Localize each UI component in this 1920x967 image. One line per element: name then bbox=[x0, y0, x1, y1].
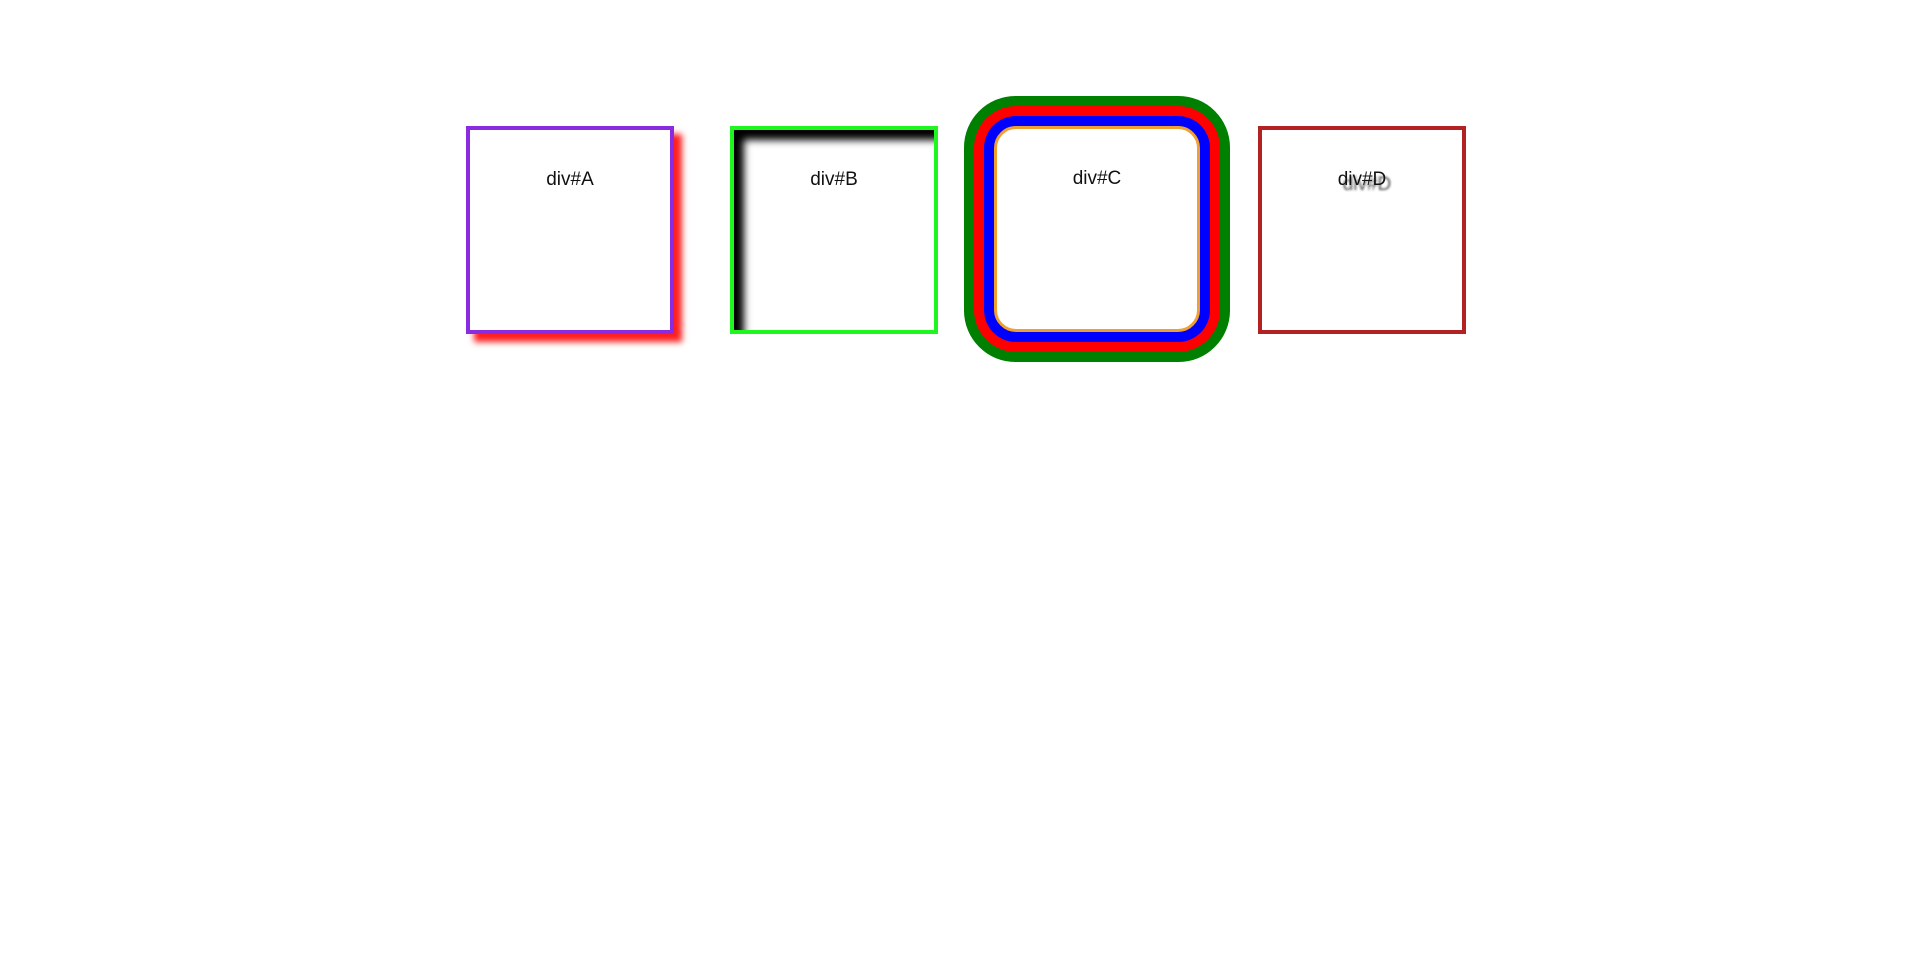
div-b-label: div#B bbox=[810, 169, 858, 190]
div-c-box bbox=[994, 126, 1200, 332]
div-a-label: div#A bbox=[546, 169, 594, 190]
div-d-label: div#D bbox=[1337, 169, 1387, 190]
div-d-box bbox=[1258, 126, 1466, 334]
div-a-box bbox=[466, 126, 674, 334]
div-b-box bbox=[730, 126, 938, 334]
div-c-label: div#C bbox=[1072, 168, 1122, 189]
